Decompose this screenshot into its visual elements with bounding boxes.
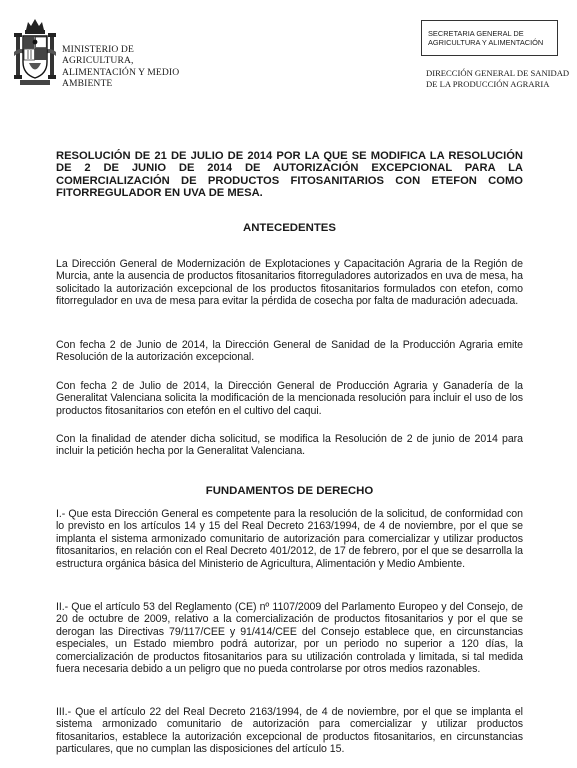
ministry-line: AMBIENTE <box>62 78 113 90</box>
ministry-line: MINISTERIO DE <box>62 44 134 55</box>
section-heading-antecedentes: ANTECEDENTES <box>242 222 337 234</box>
directorate-name <box>426 68 569 91</box>
paragraph: Con fecha 2 de Julio de 2014, la Dirección General de Producción Agraria y Ganadería de la Generalitat Valenciana solicita la modificación de la mencionada resolución para incluir el uso de los productos fitosanitarios con etefón en el cultivo del caqui. <box>56 380 523 417</box>
ministry-name <box>62 44 179 90</box>
directorate-line: DE LA PRODUCCIÓN AGRARIA <box>426 79 550 90</box>
paragraph: III.- Que el artículo 22 del Real Decreto 2163/1994, de 4 de noviembre, por el que se implanta el sistema armonizado comunitario de autorización para comercializar y utilizar productos fitosanitarios, establece la autorización excepcional de productos fitosanitarios, en circunstancias particulares, que no cumplan las disposiciones del artículo 15. <box>56 706 523 756</box>
directorate-line: DIRECCIÓN GENERAL DE SANIDAD <box>426 68 570 78</box>
coat-of-arms-icon <box>14 16 56 88</box>
document-title: RESOLUCIÓN DE 21 DE JULIO DE 2014 POR LA QUE SE MODIFICA LA RESOLUCIÓN DE 2 DE JUNIO DE 2014 DE AUTORIZACIÓN EXCEPCIONAL PARA LA COMERCIALIZACIÓN DE PRODUCTOS FITOSANITARIOS CON ETEFON COMO FITORREGULADOR EN UVA DE MESA. <box>56 150 523 200</box>
paragraph: Con fecha 2 de Junio de 2014, la Dirección General de Sanidad de la Producción Agraria emite Resolución de la autorización excepcional. <box>56 339 523 364</box>
secretariat-line: SECRETARIA GENERAL DE <box>428 29 524 38</box>
secretariat-box <box>421 20 558 56</box>
section-heading-fundamentos: FUNDAMENTOS DE DERECHO <box>205 485 374 497</box>
paragraph: La Dirección General de Modernización de Explotaciones y Capacitación Agraria de la Región de Murcia, ante la ausencia de productos fitosanitarios fitorreguladores autorizados en uva de mesa, ha solicitado la autorización excepcional de los productos fitosanitarios formulados con etefon, como fitorregulador en uva de mesa para evitar la pérdida de cosecha por falta de maduración adecuada. <box>56 258 523 308</box>
ministry-line: ALIMENTACIÓN Y MEDIO <box>62 66 180 78</box>
paragraph: Con la finalidad de atender dicha solicitud, se modifica la Resolución de 2 de junio de 2014 para incluir la petición hecha por la Generalitat Valenciana. <box>56 433 523 458</box>
secretariat-line: AGRICULTURA Y ALIMENTACIÓN <box>428 38 544 48</box>
ministry-line: AGRICULTURA, <box>62 55 134 67</box>
paragraph: I.- Que esta Dirección General es competente para la resolución de la solicitud, de conformidad con lo previsto en los artículos 14 y 15 del Real Decreto 2163/1994, de 4 de noviembre, por el que se implanta el sistema armonizado comunitario de autorización para comercializar y utilizar productos fitosanitarios, en relación con el Real Decreto 401/2012, de 17 de febrero, por el que se desarrolla la estructura orgánica básica del Ministerio de Agricultura, Alimentación y Medio Ambiente. <box>56 508 523 570</box>
paragraph: II.- Que el artículo 53 del Reglamento (CE) nº 1107/2009 del Parlamento Europeo y del Consejo, de 20 de octubre de 2009, relativo a la comercialización de productos fitosanitarios y por el que se derogan las Directivas 79/117/CEE y 91/414/CEE del Consejo establece que, en circunstancias especiales, un Estado miembro podrá autorizar, por un periodo no superior a 120 días, la comercialización de productos fitosanitarios para su utilización controlada y limitada, si tal medida fuera necesaria debido a un peligro que no pueda controlarse por otros medios razonables. <box>56 601 523 676</box>
